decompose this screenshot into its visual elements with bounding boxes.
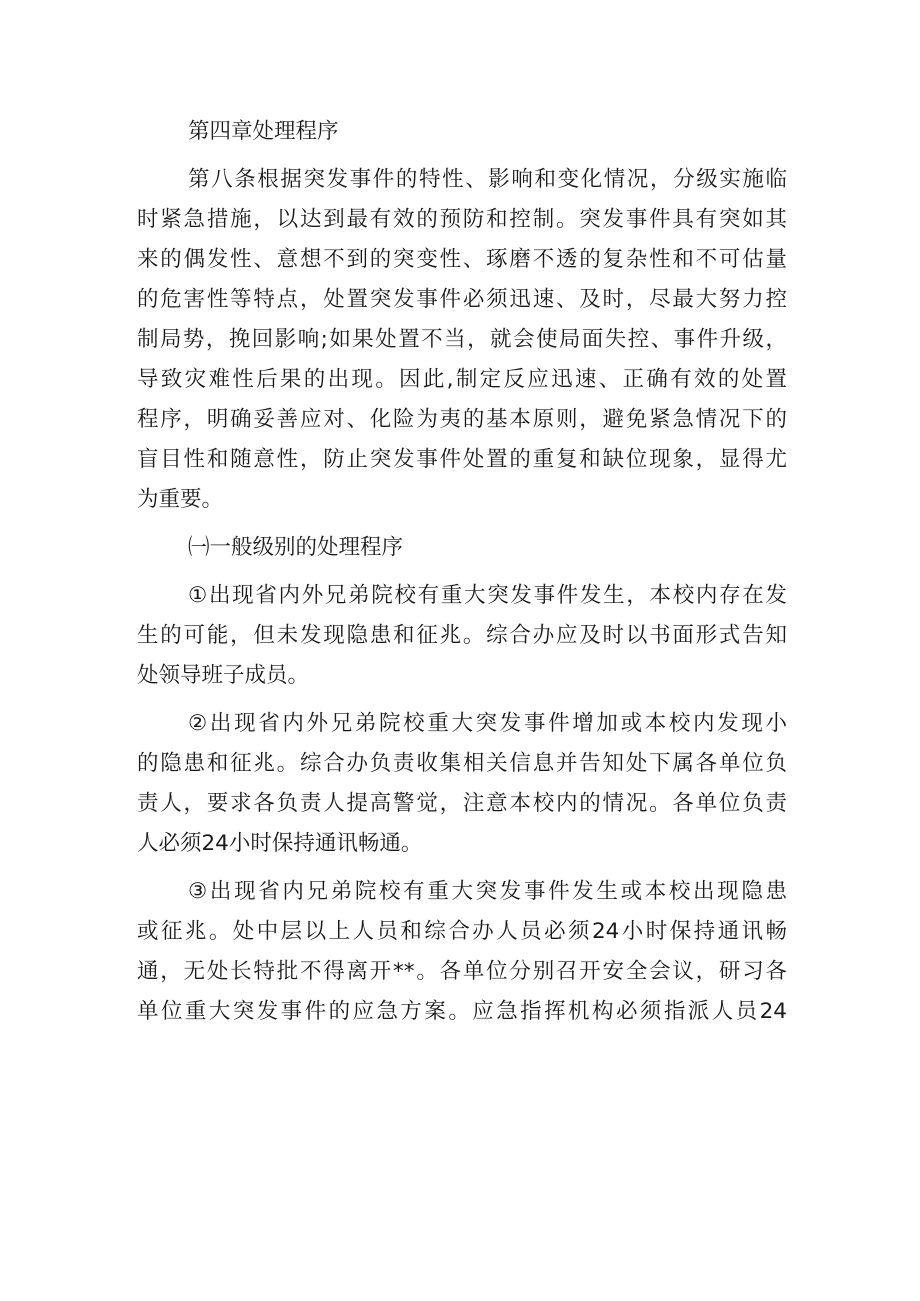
item-1-paragraph: [137, 576, 787, 696]
paragraph-line: ①出现省内外兄弟院校有重大突发事件发生，本校内存在发: [188, 583, 787, 608]
paragraph-line: 时紧急措施，以达到最有效的预防和控制。突发事件具有突如其: [137, 207, 787, 232]
paragraph-line: 盲目性和随意性，防止突发事件处置的重复和缺位现象，显得尤: [137, 447, 787, 472]
paragraph-line: 的隐患和征兆。综合办负责收集相关信息并告知处下属各单位负: [137, 751, 787, 776]
paragraph-line: 通，无处长特批不得离开**。各单位分别召开安全会议，研习各: [137, 959, 787, 984]
item-2-paragraph: [137, 704, 787, 864]
paragraph-line: 生的可能，但未发现隐患和征兆。综合办应及时以书面形式告知: [137, 623, 787, 648]
paragraph-line: 处领导班子成员。: [137, 663, 310, 688]
paragraph-line: 或征兆。处中层以上人员和综合办人员必须24小时保持通讯畅: [137, 919, 787, 944]
item-3-paragraph: [137, 872, 787, 1032]
document-body: [137, 112, 787, 1032]
paragraph-line: 导致灾难性后果的出现。因此,制定反应迅速、正确有效的处置: [137, 367, 787, 392]
paragraph-line: 责人，要求各负责人提高警觉，注意本校内的情况。各单位负责: [137, 791, 787, 816]
section-1-title: ㈠一般级别的处理程序: [188, 535, 404, 560]
paragraph-line: 程序，明确妥善应对、化险为夷的基本原则，避免紧急情况下的: [137, 407, 787, 432]
paragraph-line: 制局势，挽回影响;如果处置不当，就会使局面失控、事件升级，: [137, 327, 787, 352]
paragraph-line: 人必须24小时保持通讯畅通。: [137, 831, 423, 856]
paragraph-line: 的危害性等特点，处置突发事件必须迅速、及时，尽最大努力控: [137, 287, 787, 312]
paragraph-line: ③出现省内兄弟院校有重大突发事件发生或本校出现隐患: [188, 879, 787, 904]
article-8-paragraph: [137, 160, 787, 520]
paragraph-line: 单位重大突发事件的应急方案。应急指挥机构必须指派人员24: [137, 999, 787, 1024]
paragraph-line: 第八条根据突发事件的特性、影响和变化情况，分级实施临: [188, 167, 787, 192]
paragraph-line: 为重要。: [137, 487, 224, 512]
paragraph-line: 来的偶发性、意想不到的突变性、琢磨不透的复杂性和不可估量: [137, 247, 787, 272]
paragraph-line: ②出现省内外兄弟院校重大突发事件增加或本校内发现小: [188, 711, 787, 736]
chapter-title: 第四章处理程序: [188, 119, 339, 144]
